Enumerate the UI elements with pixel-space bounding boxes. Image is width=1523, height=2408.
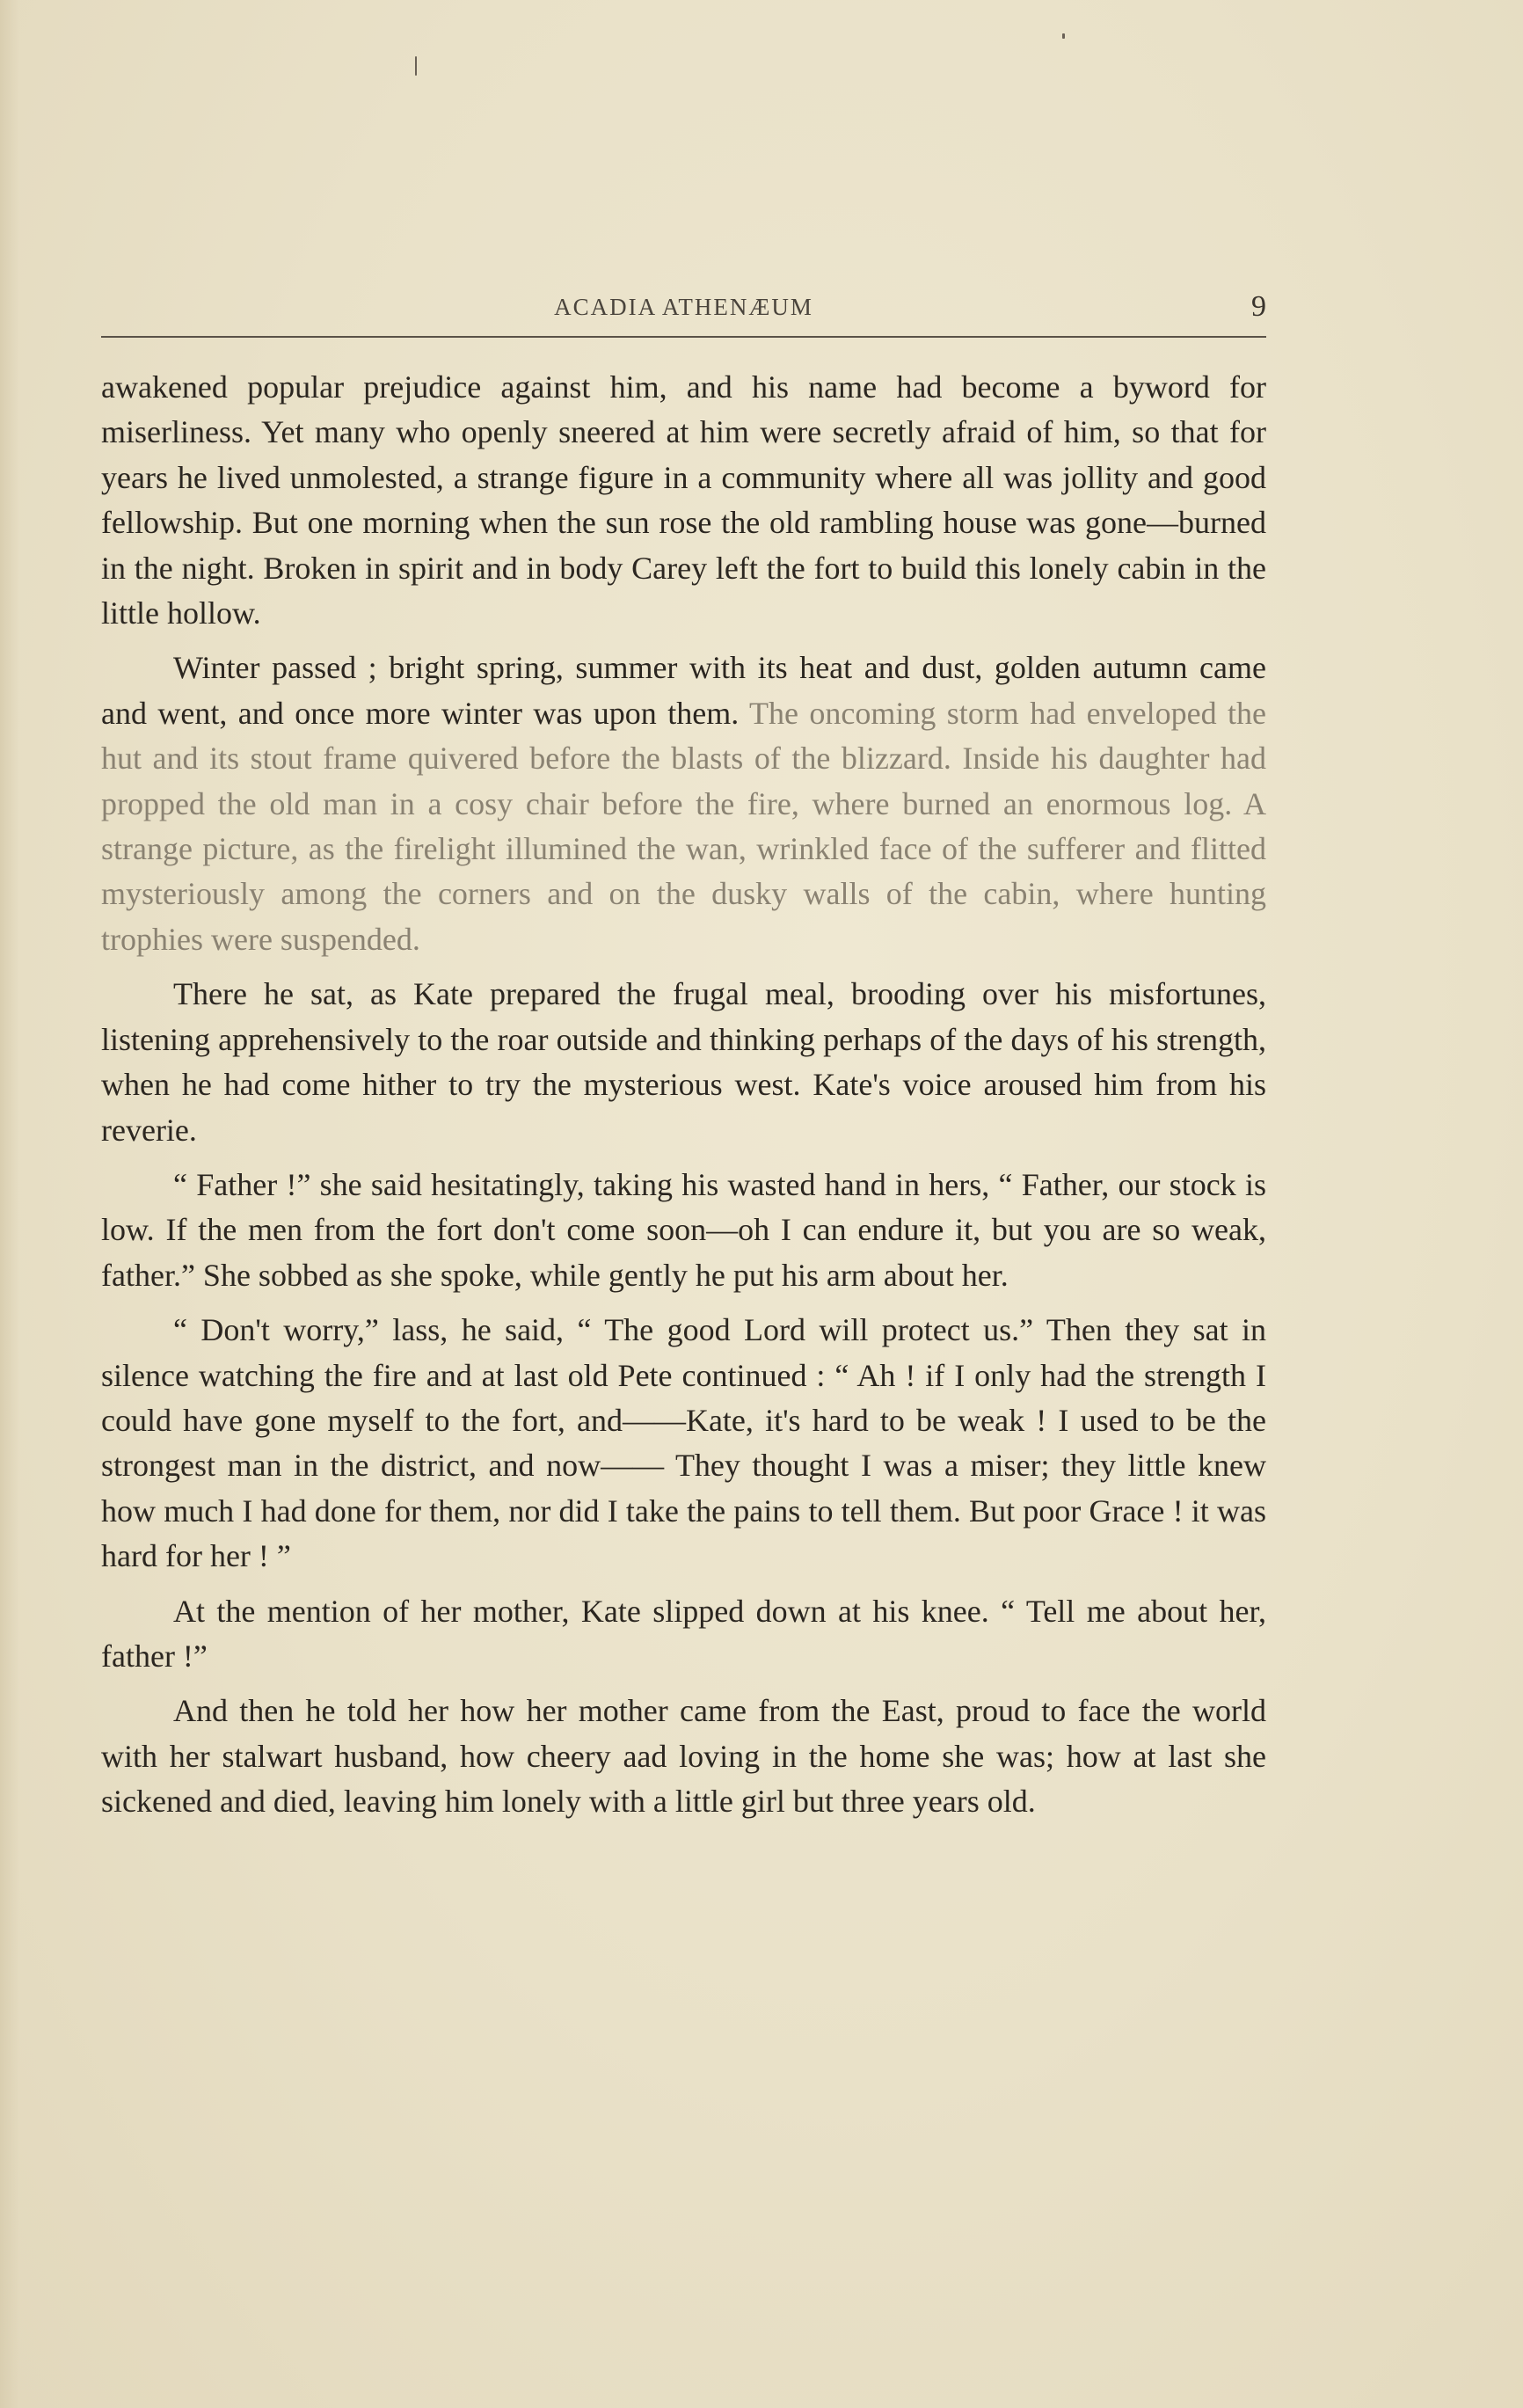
paragraph [101,646,1266,962]
paragraph: There he sat, as Kate prepared the frugal meal, brooding over his misfortunes, listening apprehensively to the roar outside and thinking perhaps of the days of his strength, when he had come hither to try the mysterious west. Kate's voice aroused him from his reverie. [101,976,1266,1148]
running-header [101,290,1266,338]
paragraph: “ Don't worry,” lass, he said, “ The good Lord will protect us.” Then they sat in silence watching the fire and at last old Pete continued : “ Ah ! if I only had the strength I could have gone myself to the fort, and——Kate, it's hard to be weak ! I used to be the strongest man in the district, and now—— They thought I was a miser; they little knew how much I had done for them, nor did I take the pains to tell them. But poor Grace ! it was hard for her ! ” [101,1312,1266,1574]
ink-speck [415,56,417,76]
page-number: 9 [1251,290,1266,323]
running-title: ACADIA ATHENÆUM [554,294,813,320]
paragraph-text: Winter passed ; bright spring, summer with its heat and dust, golden autumn came and went, and once more winter was upon them. [101,650,1266,731]
paragraph: And then he told her how her mother came from the East, proud to face the world with her stalwart husband, how cheery aad loving in the home she was; how at last she sickened and died, leaving him lonely with a little girl but three years old. [101,1693,1266,1820]
paragraph: awakened popular prejudice against him, and his name had become a byword for miserliness. Yet many who openly sneered at him were secretly afraid of him, so that for years he lived unmolested, a strange figure in a community where all was jollity and good fellowship. But one morning when the sun rose the old rambling house was gone—burned in the night. Broken in spirit and in body Carey left the fort to build this lonely cabin in the little hollow. [101,369,1266,631]
ink-speck [1062,33,1065,39]
paragraph: At the mention of her mother, Kate slipped down at his knee. “ Tell me about her, father !” [101,1593,1266,1674]
paragraph: “ Father !” she said hesitatingly, taking his wasted hand in hers, “ Father, our stock is low. If the men from the fort don't come soon—oh I can endure it, but you are so weak, father.” She sobbed as she spoke, while gently he put his arm about her. [101,1166,1266,1293]
paragraph-text-faded: The oncoming storm had enveloped the hut and its stout frame quivered before the blasts of the blizzard. Inside his daughter had propped the old man in a cosy chair before the fire, where burned an enormous log. A strange picture, as the firelight illumined the wan, wrinkled face of the sufferer and flitted mysteriously among the corners and on the dusky walls of the cabin, where hunting trophies were suspended. [101,695,1266,957]
body-text [101,365,1266,1835]
